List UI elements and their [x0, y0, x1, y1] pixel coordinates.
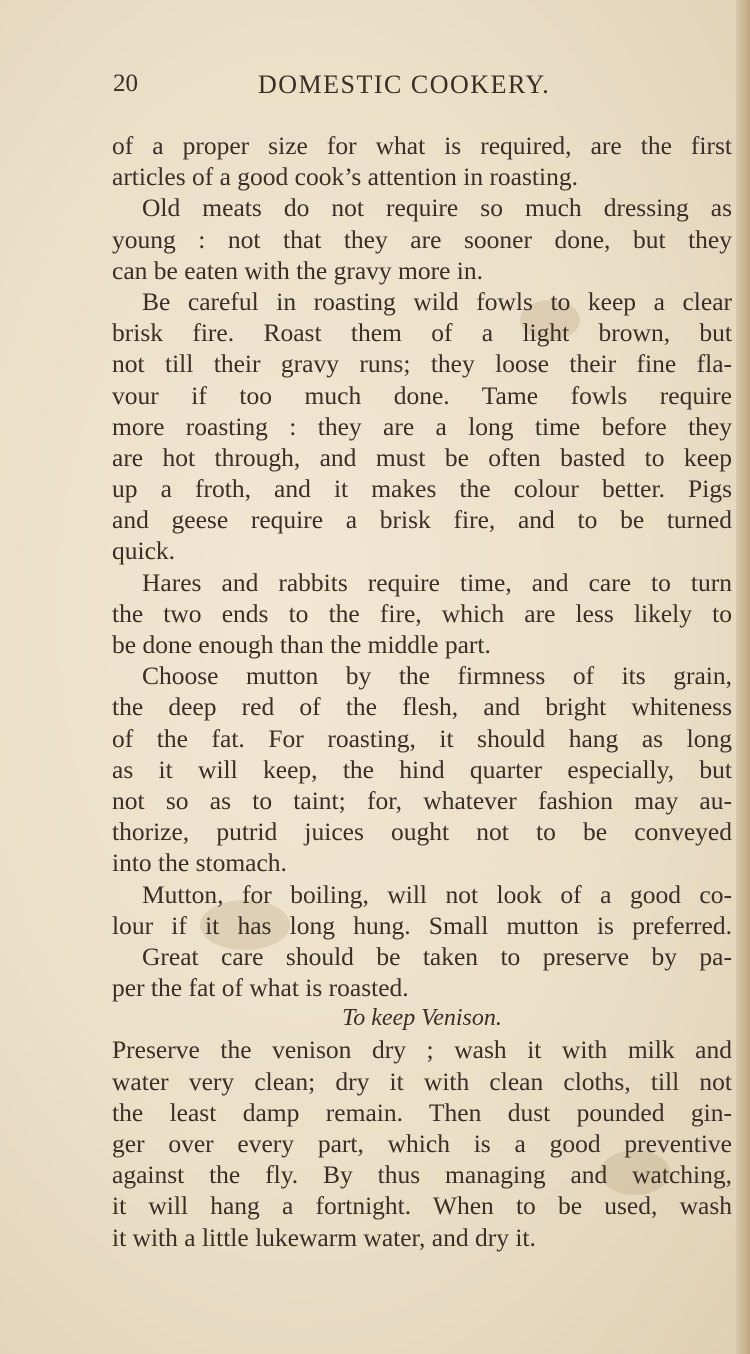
text-line: are hot through, and must be often basted to keep — [112, 442, 732, 472]
text-line: the least damp remain. Then dust pounded gin- — [112, 1097, 732, 1127]
text-line: young : not that they are sooner done, but they — [112, 224, 732, 254]
text-line: be done enough than the middle part. — [112, 630, 491, 659]
text-line: it with a little lukewarm water, and dry it. — [112, 1222, 536, 1252]
text-line: Old meats do not require so much dressing as — [142, 193, 732, 223]
text-line: Mutton, for boiling, will not look of a good co- — [142, 879, 732, 909]
text-line: of a proper size for what is required, are the first — [112, 131, 732, 160]
text-line: and geese require a brisk fire, and to be turned — [112, 505, 732, 535]
text-line: Great care should be taken to preserve by pa- — [142, 941, 732, 971]
body-text — [112, 130, 732, 1253]
text-line: Choose mutton by the firmness of its grain, — [142, 661, 732, 691]
text-line: brisk fire. Roast them of a light brown, but — [112, 318, 732, 348]
text-line: Preserve the venison dry ; wash it with milk and — [112, 1035, 732, 1065]
text-line: articles of a good cook’s attention in roasting. — [112, 162, 578, 192]
text-line: not so as to taint; for, whatever fashion may au- — [112, 785, 732, 815]
text-line: thorize, putrid juices ought not to be conveyed — [112, 817, 732, 847]
text-line: as it will keep, the hind quarter especially, but — [112, 754, 732, 784]
text-line: of the fat. For roasting, it should hang as long — [112, 723, 732, 753]
text-line: quick. — [112, 536, 176, 566]
text-line: the two ends to the fire, which are less likely to — [112, 598, 732, 628]
text-line: up a froth, and it makes the colour better. Pigs — [112, 474, 732, 504]
text-line: into the stomach. — [112, 848, 287, 878]
text-line: Be careful in roasting wild fowls to keep a clear — [142, 286, 732, 316]
running-head — [113, 70, 593, 110]
text-line: it will hang a fortnight. When to be used, wash — [112, 1191, 732, 1221]
text-line: not till their gravy runs; they loose their fine fla- — [112, 349, 732, 379]
text-line: more roasting : they are a long time before they — [112, 411, 732, 441]
page-number: 20 — [113, 70, 138, 97]
page-edge — [736, 0, 750, 1354]
text-line: can be eaten with the gravy more in. — [112, 255, 484, 285]
section-heading: To keep Venison. — [342, 1005, 502, 1032]
text-line: the deep red of the flesh, and bright whiteness — [112, 692, 732, 722]
running-title: DOMESTIC COOKERY. — [258, 70, 551, 99]
text-line: lour if it has long hung. Small mutton is preferred. — [112, 910, 732, 940]
text-line: water very clean; dry it with clean cloths, till not — [112, 1066, 732, 1096]
text-line: Hares and rabbits require time, and care to turn — [142, 567, 732, 597]
text-line: per the fat of what is roasted. — [112, 973, 409, 1003]
text-line: vour if too much done. Tame fowls require — [112, 380, 732, 410]
text-line: against the fly. By thus managing and watching, — [112, 1160, 732, 1190]
text-line: ger over every part, which is a good preventive — [112, 1129, 732, 1158]
